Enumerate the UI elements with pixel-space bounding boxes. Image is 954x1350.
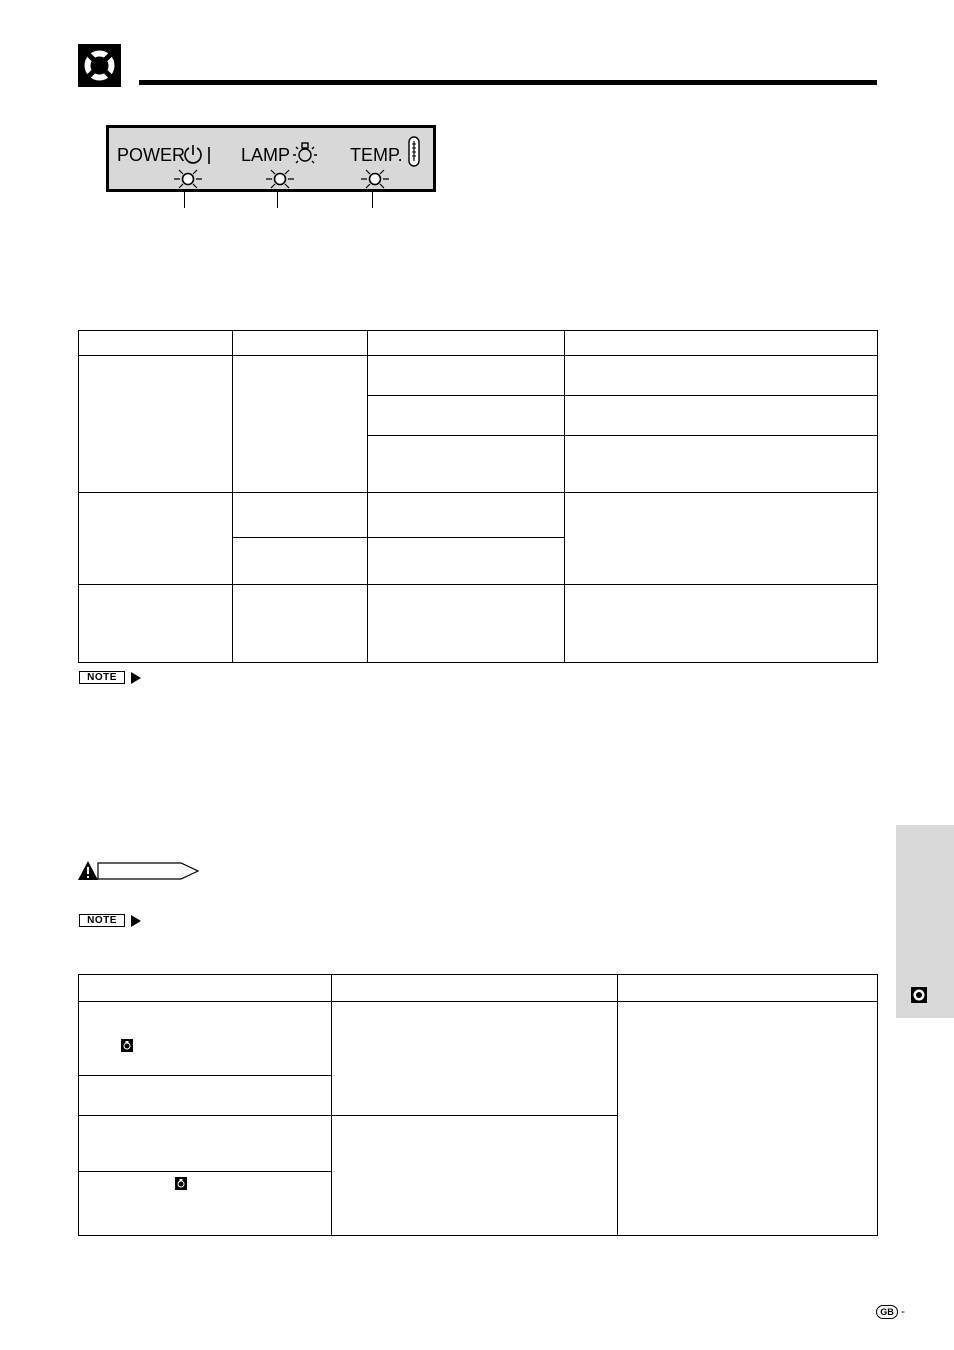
table-cell	[565, 356, 878, 396]
table-cell	[332, 1116, 618, 1236]
table-cell	[332, 1002, 618, 1116]
indicator-lamp-icon	[175, 1177, 187, 1195]
table-header-row	[79, 975, 878, 1002]
note-tag: NOTE	[79, 914, 125, 927]
header-rule	[139, 80, 877, 85]
table-cell	[79, 356, 233, 493]
table-cell	[565, 585, 878, 663]
table-cell	[79, 1076, 332, 1116]
table-header-cell	[565, 331, 878, 356]
table-header-cell	[79, 331, 233, 356]
table-cell	[368, 538, 565, 585]
thermometer-icon	[407, 136, 421, 173]
table-cell	[618, 1002, 878, 1236]
table-cell	[368, 356, 565, 396]
caution-marker	[78, 860, 200, 887]
power-indicator-led	[173, 168, 203, 195]
table-header-cell	[79, 975, 332, 1002]
table-row	[79, 585, 878, 663]
page-number-suffix: -	[901, 1304, 905, 1318]
table-row	[79, 1002, 878, 1076]
table-row	[79, 356, 878, 396]
table-cell	[368, 436, 565, 493]
table-cell	[565, 396, 878, 436]
note-arrow-icon	[131, 915, 141, 927]
table-header-cell	[368, 331, 565, 356]
table-cell	[79, 1172, 332, 1236]
lamp-indicator-led	[265, 168, 295, 195]
table-cell	[565, 436, 878, 493]
table-row	[79, 493, 878, 538]
note-arrow-icon	[131, 672, 141, 684]
temp-leader-line	[372, 189, 373, 208]
temp-indicator-led	[360, 168, 390, 195]
lamp-leader-line	[277, 189, 278, 208]
power-icon	[183, 144, 213, 171]
power-label: POWER	[117, 145, 186, 165]
table-cell	[368, 396, 565, 436]
table-cell	[368, 585, 565, 663]
indicator-status-table	[78, 330, 878, 663]
region-badge: GB	[876, 1305, 898, 1319]
temp-label: TEMP.	[350, 145, 403, 165]
table-header-cell	[618, 975, 878, 1002]
table-cell	[79, 1002, 332, 1076]
power-leader-line	[184, 189, 185, 208]
indicator-lamp-icon	[121, 1039, 133, 1057]
table-cell	[368, 493, 565, 538]
table-cell	[79, 585, 233, 663]
table-cell	[233, 493, 368, 538]
note-tag: NOTE	[79, 671, 125, 684]
lamp-label: LAMP	[241, 145, 291, 165]
table-header-cell	[332, 975, 618, 1002]
table-cell	[79, 493, 233, 585]
table-cell	[233, 585, 368, 663]
lifebuoy-icon	[78, 44, 121, 87]
table-cell	[233, 356, 368, 493]
lamp-status-table	[78, 974, 878, 1236]
warning-triangle-icon	[78, 860, 200, 882]
table-header-cell	[233, 331, 368, 356]
table-header-row	[79, 331, 878, 356]
lifebuoy-icon	[911, 987, 927, 1003]
table-cell	[565, 493, 878, 585]
table-cell	[79, 1116, 332, 1172]
lamp-icon	[291, 140, 319, 171]
table-cell	[233, 538, 368, 585]
indicator-panel	[106, 125, 436, 192]
